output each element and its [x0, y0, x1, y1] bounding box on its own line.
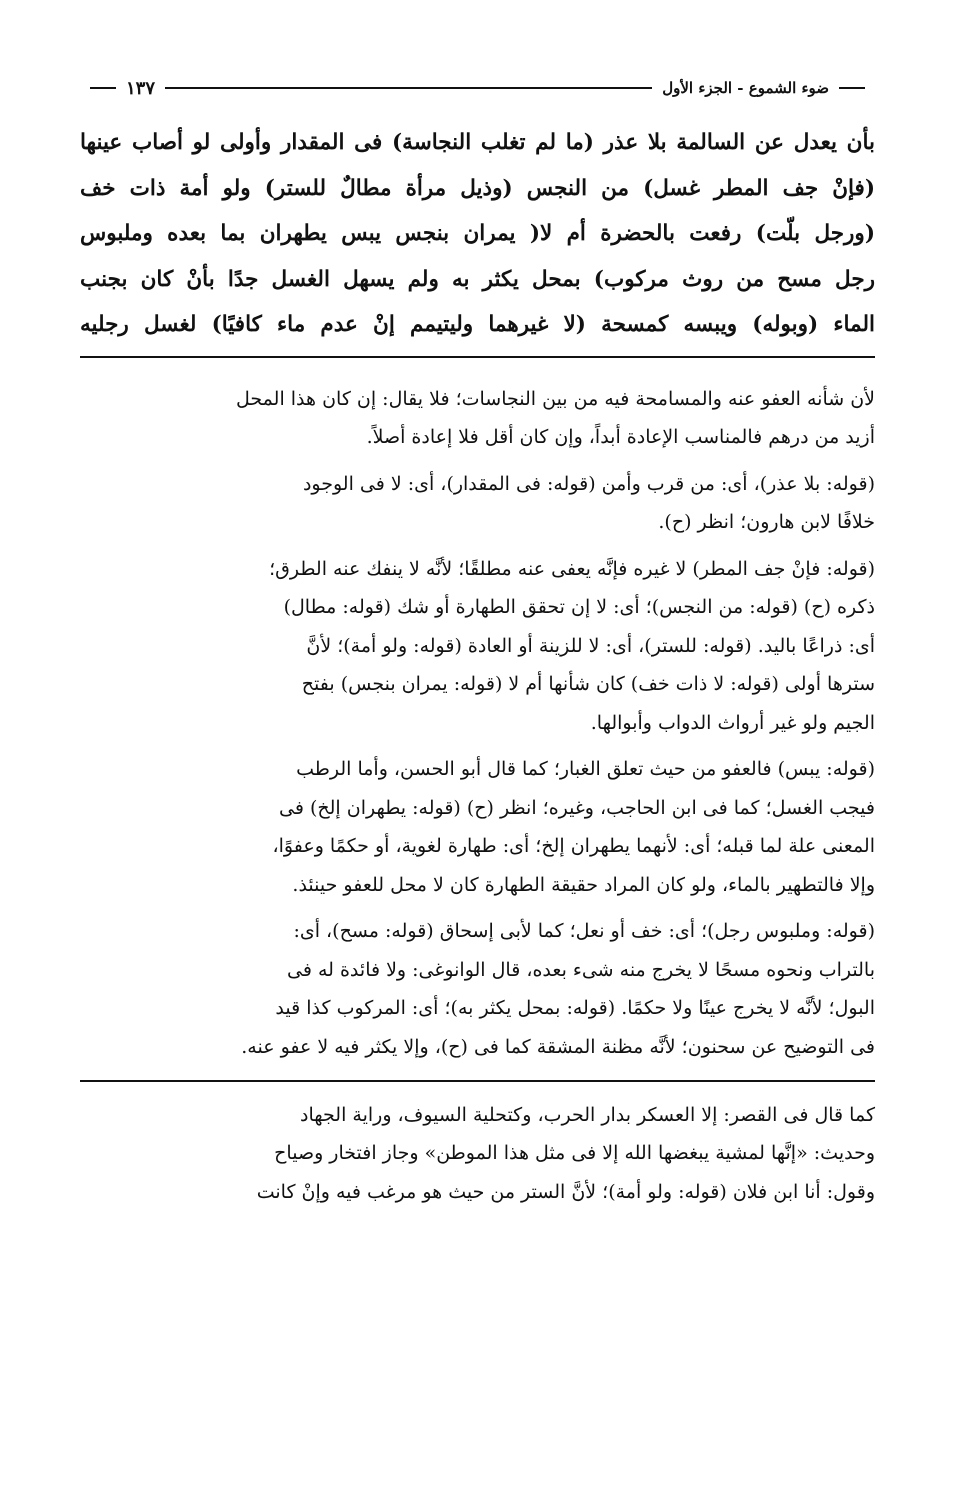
footnote-line: وحديث: «إنَّها لمشية يبغضها الله إلا فى مثل هذا الموطن» وجاز افتخار وصياح: [274, 1142, 875, 1164]
commentary-paragraph: [80, 750, 875, 904]
commentary-line: وإلا فالتطهير بالماء، ولو كان المراد حقيقة الطهارة كان لا محل للعفو حينئذ.: [292, 873, 875, 896]
main-text-line: الماء (وبوله) ويبسه كمسحة (لا غيرهما وليتيمم إنْ عدم ماء كافيًا) لغسل رجليه: [80, 312, 875, 337]
header-rule-left: [90, 87, 116, 89]
main-text-line: رجل مسح من روث مركوب) بمحل يكثر به ولم يسهل الغسل جدًا بأنْ كان بجنب: [80, 266, 875, 292]
commentary-line: (قوله: يبس) فالعفو من حيث تعلق الغبار؛ كما قال أبو الحسن، وأما الرطب: [296, 758, 875, 780]
commentary-line: فيجب الغسل؛ كما فى ابن الحاجب، وغيره؛ انظر (ح) (قوله: يطهران إلخ) فى: [279, 796, 875, 819]
page-number: ١٣٧: [126, 77, 156, 99]
commentary: [80, 380, 875, 1067]
main-text-line: بأن يعدل عن السالمة بلا عذر (ما لم تغلب النجاسة) فى المقدار وأولى لو أصاب عينها: [80, 130, 875, 155]
commentary-line: بالتراب ونحوه مسحًا لا يخرج منه شىء بعده، قال الوانوغى: ولا فائدة له فى: [287, 958, 875, 981]
commentary-line: المعنى علة لما قبله؛ أى: لأنهما يطهران إلخ؛ أى: طهارة لغوية، أو حكمًا وعفوًا،: [272, 835, 875, 857]
main-text-line: (ورجل بلّت) رفعت بالحضرة أم لا( يمران بنجس يبس يطهران بما بعده وملبوس: [80, 221, 875, 246]
commentary-line: أزيد من درهم فالمناسب الإعادة أبداً، وإن كان أقل فلا إعادة أصلاً.: [366, 426, 875, 448]
main-text-line: (فإنْ جف المطر غسل) من النجس (وذيل مرأة مطالٌ للستر) ولو أمة ذات خف: [80, 175, 875, 201]
commentary-line: أى: ذراعًا باليد. (قوله: للستر)، أى: لا للزينة أو العادة (قوله: ولو أمة)؛ لأنَّ: [306, 634, 875, 657]
commentary-line: (قوله: فإنْ جف المطر) لا غيره فإنَّه يعفى عنه مطلقًا؛ لأنَّه لا ينفك عنه الطرق؛: [269, 557, 875, 580]
commentary-paragraph: [80, 550, 875, 743]
main-text-divider: [80, 356, 875, 358]
commentary-line: البول؛ لأنَّه لا يخرج عينًا ولا حكمًا. (قوله: بمحل يكثر به)؛ أى: المركوب كذا قيد: [275, 997, 875, 1019]
commentary-line: (قوله: بلا عذر)، أى: من قرب وأمن (قوله: فى المقدار)، أى: لا فى الوجود: [302, 472, 875, 495]
commentary-line: خلافًا لابن هارون؛ انظر (ح).: [658, 511, 875, 533]
header-rule-right: [839, 87, 865, 89]
commentary-line: الجيم ولو غير أرواث الدواب وأبوالها.: [590, 711, 875, 734]
commentary-line: ذكره (ح) (قوله: من النجس)؛ أى: لا إن تحقق الطهارة أو شك (قوله: مطال): [283, 596, 875, 618]
footnote-divider: [80, 1080, 875, 1082]
book-title: ضوء الشموع - الجزء الأول: [662, 79, 829, 97]
commentary-line: فى التوضيح عن سحنون؛ لأنَّه مظنة المشقة كما فى (ح)، وإلا يكثر فيه لا عفو عنه.: [241, 1035, 875, 1058]
header-rule-middle: [165, 87, 652, 89]
commentary-line: لأن شأنه العفو عنه والمسامحة فيه من بين النجاسات؛ فلا يقال: إن كان هذا المحل: [236, 387, 875, 410]
running-header: [80, 70, 875, 106]
footnote-line: وقول: أنا ابن فلان (قوله: ولو أمة)؛ لأنَّ الستر من حيث هو مرغب فيه وإنْ كانت: [256, 1180, 875, 1203]
page: [80, 70, 875, 1211]
commentary-line: سترها أولى (قوله: لا ذات خف) كان شأنها أم لا (قوله: يمران بنجس) بفتح: [301, 673, 875, 695]
footnote-line: كما قال فى القصر: إلا العسكر بدار الحرب، وكتحلية السيوف، وراية الجهاد: [300, 1103, 875, 1126]
commentary-paragraph: [80, 465, 875, 542]
footnote: [80, 1096, 875, 1212]
main-text: [80, 120, 875, 348]
commentary-paragraph: [80, 912, 875, 1066]
commentary-paragraph: [80, 380, 875, 457]
commentary-line: (قوله: وملبوس رجل)؛ أى: خف أو نعل؛ كما لأبى إسحاق (قوله: مسح)، أى:: [293, 920, 875, 942]
